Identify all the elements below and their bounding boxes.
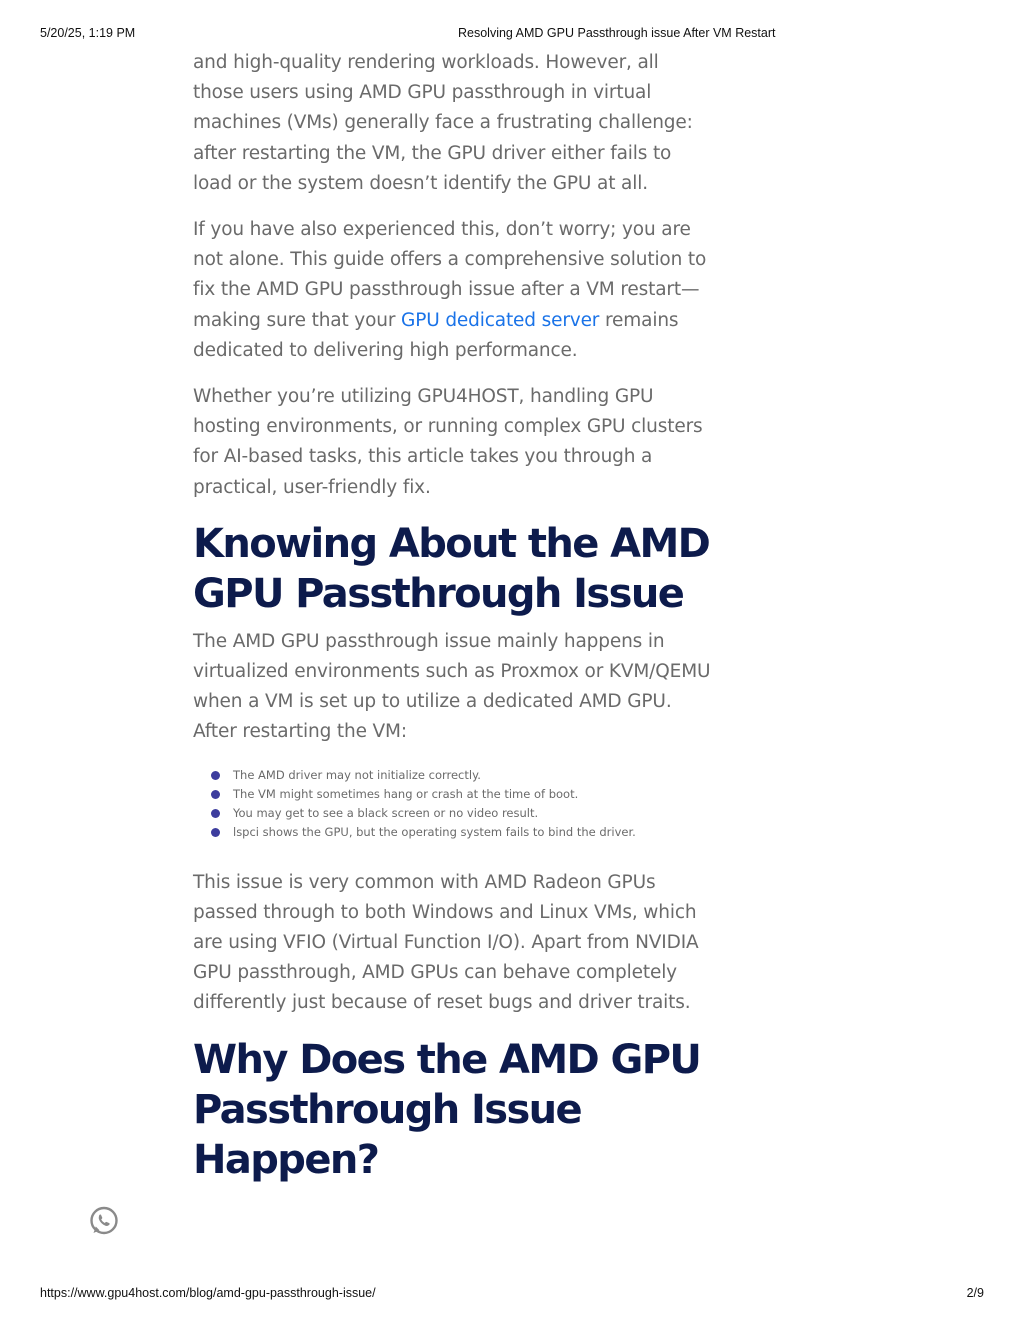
article-body bbox=[193, 48, 713, 1193]
print-header bbox=[40, 26, 984, 42]
intro-paragraph: and high-quality rendering workloads. However, all those users using AMD GPU passthrough in virtual machines (VMs) generally face a frustrating challenge: after restarting the VM, the GPU driver either fails to load or the system doesn’t identify the GPU at all. bbox=[193, 52, 693, 194]
paragraph-common-issue: This issue is very common with AMD Radeon GPUs passed through to both Windows and Linux VMs, which are using VFIO (Virtual Function I/O). Apart from NVIDIA GPU passthrough, AMD GPUs can behave completely differently just because of reset bugs and driver traits. bbox=[193, 871, 699, 1014]
section-heading-knowing: Knowing About the AMD GPU Passthrough Issue bbox=[193, 520, 710, 617]
print-page-title: Resolving AMD GPU Passthrough issue After VM Restart bbox=[458, 26, 776, 40]
page-number: 2/9 bbox=[966, 1286, 984, 1300]
list-item-text: The AMD driver may not initialize correctly. bbox=[233, 767, 481, 782]
list-item bbox=[209, 766, 713, 785]
list-item bbox=[209, 804, 713, 823]
list-item-text: lspci shows the GPU, but the operating system fails to bind the driver. bbox=[233, 824, 636, 839]
list-item bbox=[209, 785, 713, 804]
bullet-dot-icon bbox=[211, 809, 220, 818]
bullet-dot-icon bbox=[211, 771, 220, 780]
gpu-dedicated-server-link[interactable]: GPU dedicated server bbox=[401, 309, 600, 331]
bullet-dot-icon bbox=[211, 790, 220, 799]
paragraph-audience: Whether you’re utilizing GPU4HOST, handling GPU hosting environments, or running complex GPU clusters for AI-based tasks, this article takes you through a practical, user-friendly fix. bbox=[193, 386, 703, 498]
symptom-list bbox=[209, 766, 713, 842]
list-item-text: The VM might sometimes hang or crash at the time of boot. bbox=[233, 786, 579, 801]
paragraph-text: If you have also experienced this, don’t worry; you are not alone. This guide offers a comprehensive solution to fix the AMD GPU passthrough issue after a VM restart—making sure that your bbox=[193, 219, 707, 331]
paragraph-solution bbox=[193, 215, 713, 366]
list-item-text: You may get to see a black screen or no video result. bbox=[233, 805, 539, 820]
section-heading-why: Why Does the AMD GPU Passthrough Issue Happen? bbox=[193, 1036, 701, 1183]
paragraph-issue-description: The AMD GPU passthrough issue mainly happens in virtualized environments such as Proxmox or KVM/QEMU when a VM is set up to utilize a dedicated AMD GPU. After restarting the VM: bbox=[193, 630, 711, 743]
whatsapp-icon[interactable] bbox=[88, 1205, 120, 1237]
bullet-dot-icon bbox=[211, 828, 220, 837]
list-item bbox=[209, 823, 713, 842]
print-datetime: 5/20/25, 1:19 PM bbox=[40, 26, 136, 40]
print-footer bbox=[40, 1286, 984, 1302]
paragraph-text: remains dedicated to delivering high performance. bbox=[193, 309, 679, 361]
print-url: https://www.gpu4host.com/blog/amd-gpu-passthrough-issue/ bbox=[40, 1286, 376, 1300]
